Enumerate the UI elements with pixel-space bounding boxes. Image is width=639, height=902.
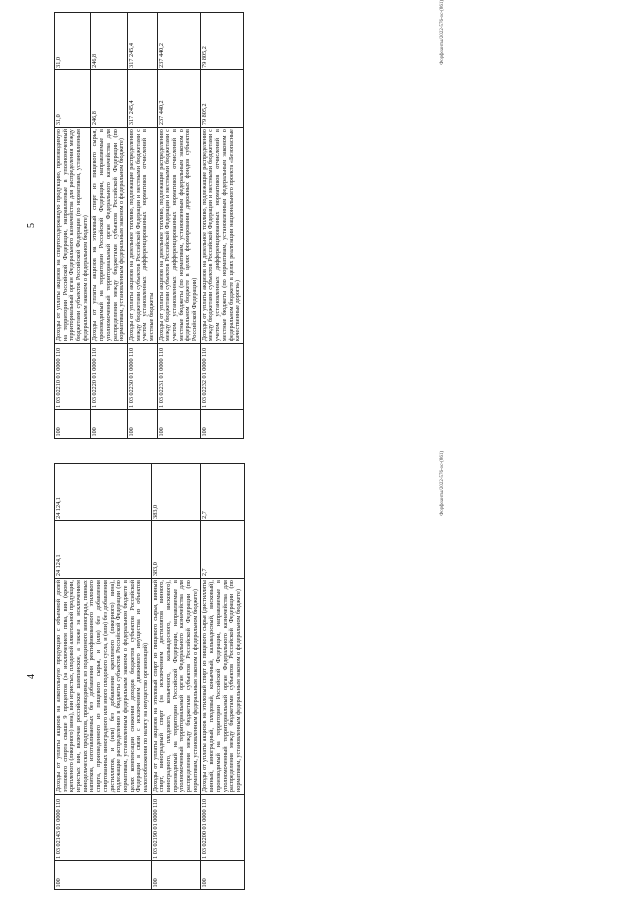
admin-code-cell: 100 — [151, 861, 201, 890]
amount-cell: 237 440,2 — [157, 13, 200, 70]
amount-cell: 2,7 — [201, 464, 244, 521]
amount-cell: 317 245,4 — [127, 70, 157, 127]
amount-cell: 79 805,2 — [200, 13, 243, 70]
revenue-name-cell: Доходы от уплаты акцизов на алкогольную продукцию с объемной долей этилового спирта свыше 9 процентов (за исключением пива, вин (кроме крепленого (ликерного) вина), вин игристых, плодовой алкогольной продукции, игристых вин, включая российское шампанское, а также за исключением винодельческих продуктов, производимых из подакцизного винограда, пивных напитков, изготавливаемых без добавления ректификованного этилового спирта, произведенного из пищевого сырья, и (или) без добавления спиртованных виноградного или иного плодового сусла, и (или) без добавления дистиллятов, и (или) без добавления крепленого (ликерного) вина), подлежащие распределению в бюджеты субъектов Российской Федерации (по нормативам, установленным федеральным законом о федеральном бюджете в целях компенсации снижения доходов бюджетов субъектов Российской Федерации в связи с исключением движимого имущества из объектов налогообложения по налогу на имущество организаций) — [55, 578, 152, 794]
table-row — [201, 464, 244, 890]
revenue-name-cell: Доходы от уплаты акцизов на этиловый спирт из пищевого сырья, производимый на территории Российской Федерации, направляемые в уполномоченный территориальный орган Федерального казначейства для распределения между бюджетами субъектов Российской Федерации (по нормативам, установленным федеральным законом о федеральном бюджете) — [91, 127, 127, 343]
budget-code-cell: 1 03 02230 01 0000 110 — [127, 343, 157, 410]
rotated-page-content — [0, 451, 639, 902]
revenue-name-cell: Доходы от уплаты акцизов на дизельное топливо, подлежащие распределению между бюджетами субъектов Российской Федерации и местными бюджетами с учетом установленных дифференцированных нормативов отчислений в местные бюджеты — [127, 127, 157, 343]
revenue-name-cell: Доходы от уплаты акцизов на дизельное топливо, подлежащие распределению между бюджетами субъектов Российской Федерации и местными бюджетами с учетом установленных дифференцированных нормативов отчислений в местные бюджеты (по нормативам, установленным федеральным законом о федеральном бюджете в целях формирования дорожных фондов субъектов Российской Федерации) — [157, 127, 200, 343]
amount-cell: 383,0 — [151, 521, 201, 578]
budget-code-cell: 1 03 02232 01 0000 110 — [200, 343, 243, 410]
amount-cell: 2,7 — [201, 521, 244, 578]
admin-code-cell: 100 — [200, 410, 243, 439]
revenue-name-cell: Доходы от уплаты акцизов на дизельное топливо, подлежащие распределению между бюджетами субъектов Российской Федерации и местными бюджетами с учетом установленных дифференцированных нормативов отчислений в местные бюджеты (по нормативам, установленным федеральным законом о федеральном бюджете в целях реализации национального проекта «Безопасные качественные дороги») — [200, 127, 243, 343]
budget-code-cell: 1 03 02210 01 0000 110 — [55, 343, 91, 410]
amount-cell: 31,0 — [55, 13, 91, 70]
admin-code-cell: 100 — [55, 861, 152, 890]
budget-code-cell: 1 03 02220 01 0000 110 — [91, 343, 127, 410]
revenue-name-cell: Доходы от уплаты акцизов на этиловый спирт из пищевого сырья (дистилляты винный, виноградный, плодовый, коньячный, кальвадосный, висковый), производимый на территории Российской Федерации, направляемые в уполномоченный территориальный орган Федерального казначейства для распределения между бюджетами субъектов Российской Федерации (по нормативам, установленным федеральным законом о федеральном бюджете) — [201, 578, 244, 794]
amount-cell: 383,0 — [151, 464, 201, 521]
revenue-name-cell: Доходы от уплаты акцизов на этиловый спирт из пищевого сырья, винный спирт, виноградный спирт (за исключением дистиллятов винного, виноградного, плодового, коньячного, кальвадосного, вискового), производимый на территории Российской Федерации, направляемые в уполномоченный территориальный орган Федерального казначейства для распределения между бюджетами субъектов Российской Федерации (по нормативам, установленным федеральным законом о федеральном бюджете) — [151, 578, 201, 794]
admin-code-cell: 100 — [91, 410, 127, 439]
amount-cell: 246,8 — [91, 13, 127, 70]
amount-cell: 24 124,1 — [55, 464, 152, 521]
budget-code-cell: 1 03 02143 01 0000 110 — [55, 794, 152, 861]
budget-code-cell: 1 03 02190 01 0000 110 — [151, 794, 201, 861]
table-row — [91, 13, 127, 439]
amount-cell: 237 440,2 — [157, 70, 200, 127]
document-footer: Форфоанты/2022-576-ос-(861) — [440, 451, 445, 516]
amount-cell: 24 124,1 — [55, 521, 152, 578]
amount-cell: 246,8 — [91, 70, 127, 127]
amount-cell: 317 245,4 — [127, 13, 157, 70]
table-row — [55, 13, 91, 439]
admin-code-cell: 100 — [127, 410, 157, 439]
document-page-4 — [0, 451, 639, 902]
budget-code-cell: 1 03 02200 01 0000 110 — [201, 794, 244, 861]
admin-code-cell: 100 — [157, 410, 200, 439]
admin-code-cell: 100 — [55, 410, 91, 439]
revenue-table — [54, 12, 244, 439]
revenue-name-cell: Доходы от уплаты акцизов на спиртосодержащую продукцию, производимую на территории Российской Федерации, направляемые в уполномоченный территориальный орган Федерального казначейства для распределения между бюджетами субъектов Российской Федерации (по нормативам, установленным федеральным законом о федеральном бюджете) — [55, 127, 91, 343]
document-footer: Форфоанты/2022-576-ос-(861) — [440, 0, 445, 65]
budget-code-cell: 1 03 02231 01 0000 110 — [157, 343, 200, 410]
admin-code-cell: 100 — [201, 861, 244, 890]
amount-cell: 79 805,2 — [200, 70, 243, 127]
page-number: 5 — [26, 223, 37, 228]
table-row — [200, 13, 243, 439]
table-row — [157, 13, 200, 439]
table-row — [151, 464, 201, 890]
amount-cell: 31,0 — [55, 70, 91, 127]
page-number: 4 — [26, 674, 37, 679]
table-row — [127, 13, 157, 439]
revenue-table — [54, 463, 245, 890]
table-row — [55, 464, 152, 890]
